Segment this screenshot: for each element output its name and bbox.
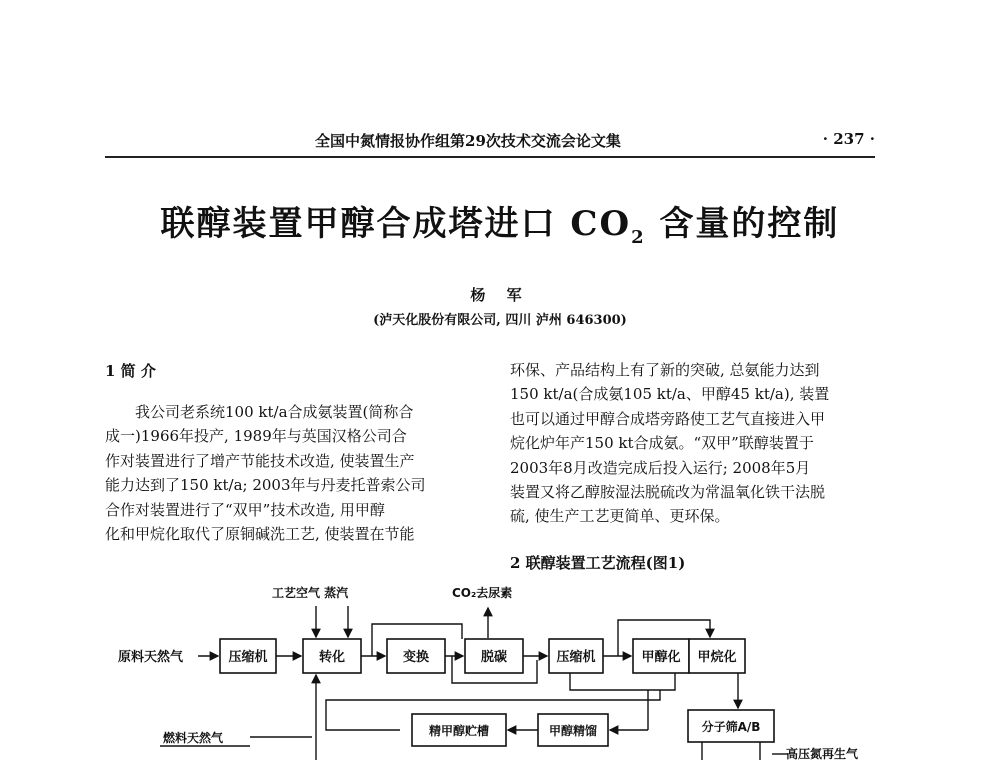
decarb-label: 脱碳: [480, 650, 508, 665]
shift-label: 变换: [402, 650, 430, 665]
right-line-6: 装置又将乙醇胺湿法脱硫改为常温氧化铁干法脱: [510, 483, 826, 502]
section-2-heading: 2 联醇装置工艺流程(图1): [510, 554, 686, 572]
reforming-label: 转化: [318, 650, 346, 665]
label-feed-gas: 原料天然气: [118, 650, 184, 665]
title-end: 含量的控制: [645, 204, 840, 244]
right-line-4: 烷化炉年产150 kt合成氨。“双甲”联醇装置于: [510, 434, 814, 453]
affiliation: (泸天化股份有限公司, 四川 泸州 646300): [373, 313, 627, 328]
label-process-air-steam: 工艺空气 蒸汽: [272, 586, 349, 600]
title-main: 联醇装置甲醇合成塔进口 CO: [160, 204, 632, 244]
mol-sieve-label: 分子筛A/B: [701, 720, 761, 734]
right-line-2: 150 kt/a(合成氨105 kt/a、甲醇45 kt/a), 装置: [510, 385, 830, 404]
methanation-label: 甲烷化: [697, 650, 737, 665]
right-line-3: 也可以通过甲醇合成塔旁路使工艺气直接进入甲: [510, 409, 826, 428]
label-hp-regen-gas: 高压氮再生气: [786, 747, 859, 760]
left-line-6: 化和甲烷化取代了原铜碱洗工艺, 使装置在节能: [105, 525, 415, 544]
return-loop: [570, 673, 675, 690]
methanol-tank-label: 精甲醇贮槽: [428, 724, 490, 738]
left-line-2: 成一)1966年投产, 1989年与英国汉格公司合: [105, 427, 407, 446]
author: 杨 军: [470, 286, 530, 304]
left-line-3: 作对装置进行了增产节能技术改造, 使装置生产: [105, 451, 415, 470]
compressor-2-label: 压缩机: [556, 650, 596, 665]
methanolization-label: 甲醇化: [641, 650, 681, 665]
right-line-5: 2003年8月改造完成后投入运行; 2008年5月: [510, 458, 811, 477]
page-number: · 237 ·: [822, 130, 875, 148]
right-line-7: 硫, 使生产工艺更简单、更环保。: [510, 507, 730, 526]
left-line-5: 合作对装置进行了“双甲”技术改造, 用甲醇: [105, 500, 385, 519]
compressor-1-label: 压缩机: [228, 650, 268, 665]
label-fuel-gas: 燃料天然气: [163, 731, 224, 745]
label-co2-to-urea: CO₂去尿素: [452, 586, 513, 600]
title-subscript: 2: [631, 226, 646, 248]
left-line-4: 能力达到了150 kt/a; 2003年与丹麦托普索公司: [105, 476, 426, 495]
left-line-1: 我公司老系统100 kt/a合成氨装置(简称合: [135, 403, 414, 421]
methanol-distill-label: 甲醇精馏: [548, 724, 598, 738]
right-line-1: 环保、产品结构上有了新的突破, 总氨能力达到: [510, 361, 820, 379]
section-1-heading: 1 简 介: [105, 362, 156, 380]
journal-title: 全国中氮情报协作组第29次技术交流会论文集: [315, 132, 621, 150]
